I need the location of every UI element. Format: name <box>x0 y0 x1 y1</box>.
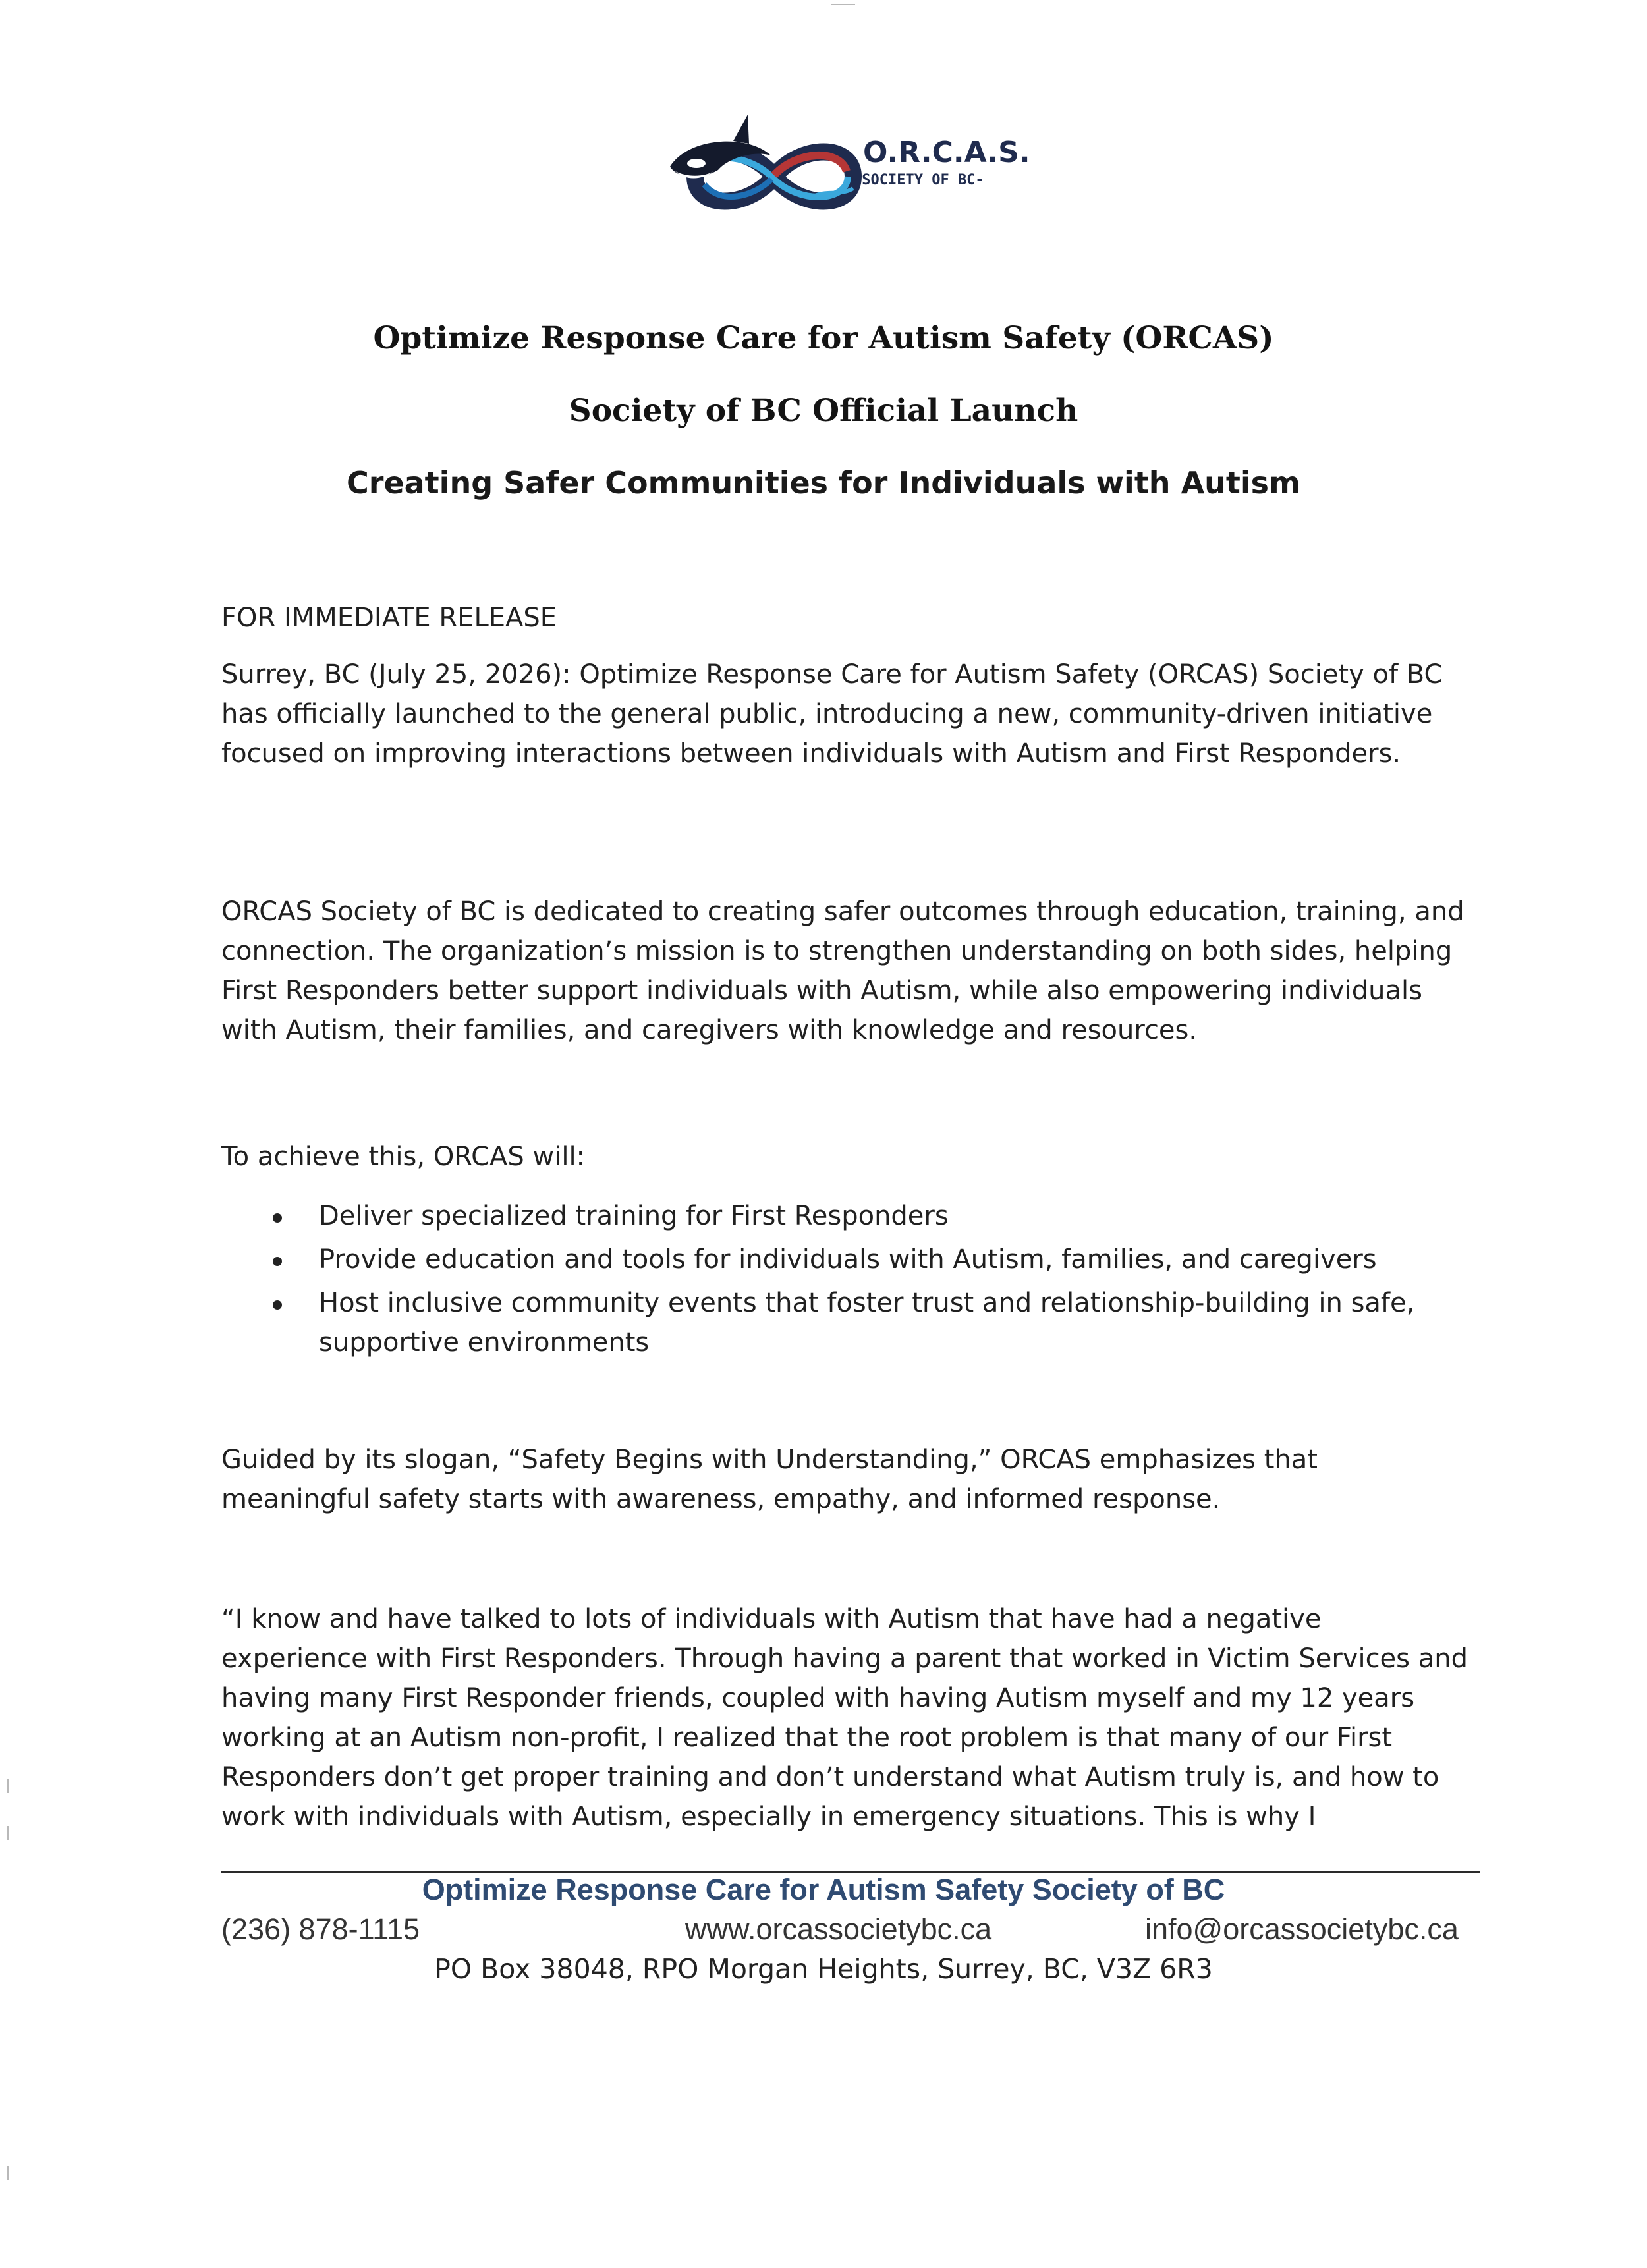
logo-name: O.R.C.A.S. <box>863 136 1030 169</box>
release-label: FOR IMMEDIATE RELEASE <box>221 603 557 633</box>
footer-website[interactable]: www.orcassocietybc.ca <box>685 1912 992 1946</box>
scan-mark-left <box>7 2166 9 2180</box>
bullet-list <box>221 1196 1473 1366</box>
paragraph-quote: “I know and have talked to lots of individuals with Autism that have had a negative experience with First Responders. Through having a parent that worked in Victim Services and having many First Responder friends, coupled with having Autism myself and my 12 years working at an Autism non-profit, I realized that the root problem is that many of our First Responders don’t get proper training and don’t understand what Autism truly is, and how to work with individuals with Autism, especially in emergency situations. This is why I <box>221 1604 1468 1832</box>
paragraph-mission: ORCAS Society of BC is dedicated to creating safer outcomes through education, training, and connection. The organization’s mission is to strengthen understanding on both sides, helping First Responders better support individuals with Autism, while also empowering individuals with Autism, their families, and caregivers with knowledge and resources. <box>221 897 1465 1045</box>
orcas-logo <box>649 97 1057 229</box>
scan-mark-top <box>831 4 855 5</box>
title-line-1: Optimize Response Care for Autism Safety (ORCAS) <box>373 320 1274 356</box>
list-item: Host inclusive community events that foster trust and relationship-building in safe, supportive environments <box>221 1283 1473 1362</box>
footer-phone: (236) 878-1115 <box>221 1912 420 1946</box>
footer-org-name: Optimize Response Care for Autism Safety Society of BC <box>422 1873 1225 1906</box>
logo-tagline: -SOCIETY OF BC- <box>853 172 984 188</box>
footer-email[interactable]: info@orcassocietybc.ca <box>1145 1912 1459 1946</box>
title-line-3: Creating Safer Communities for Individuals with Autism <box>347 465 1300 501</box>
paragraph-achieve-intro: To achieve this, ORCAS will: <box>221 1142 586 1172</box>
list-item: Provide education and tools for individuals with Autism, families, and caregivers <box>221 1240 1473 1279</box>
footer-address: PO Box 38048, RPO Morgan Heights, Surrey, BC, V3Z 6R3 <box>434 1953 1213 1985</box>
paragraph-slogan: Guided by its slogan, “Safety Begins with Understanding,” ORCAS emphasizes that meaningful safety starts with awareness, empathy, and informed response. <box>221 1445 1318 1514</box>
bullet-icon <box>273 1300 282 1310</box>
paragraph-intro: Surrey, BC (July 25, 2026): Optimize Response Care for Autism Safety (ORCAS) Society of BC has officially launched to the general public, introducing a new, community-driven initiative focused on improving interactions between individuals with Autism and First Responders. <box>221 659 1443 769</box>
bullet-icon <box>273 1257 282 1266</box>
orca-infinity-icon <box>649 97 1057 229</box>
list-item: Deliver specialized training for First Responders <box>221 1196 1473 1236</box>
bullet-icon <box>273 1213 282 1223</box>
title-line-2: Society of BC Official Launch <box>569 393 1078 429</box>
scan-mark-left <box>7 1826 9 1840</box>
scan-mark-left <box>7 1779 9 1793</box>
